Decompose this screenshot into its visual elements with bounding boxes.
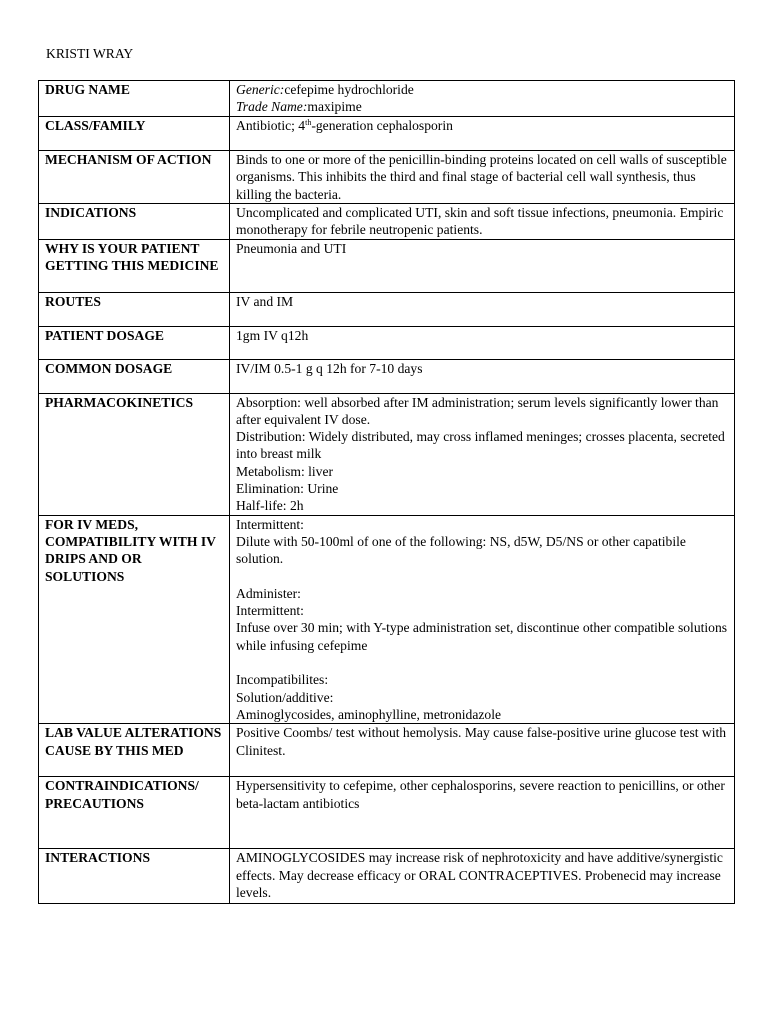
drug-name-label: DRUG NAME [39,81,230,117]
routes-value: IV and IM [230,292,735,326]
table-row [39,724,735,777]
class-text-pre: Antibiotic; 4 [236,118,306,133]
lab-alterations-value: Positive Coombs/ test without hemolysis. May cause false-positive urine glucose test with Clinitest. [230,724,735,777]
table-row [39,239,735,292]
iv-blank-line [236,568,729,585]
drug-name-value [230,81,735,117]
table-row [39,117,735,151]
mechanism-label: MECHANISM OF ACTION [39,151,230,204]
contraindications-label: CONTRAINDICATIONS/ PRECAUTIONS [39,777,230,849]
pk-distribution-line: Distribution: Widely distributed, may cross inflamed meninges; crosses placenta, secreted into breast milk [236,429,729,462]
why-patient-label: WHY IS YOUR PATIENT GETTING THIS MEDICINE [39,239,230,292]
table-row [39,326,735,359]
generic-label: Generic: [236,82,285,97]
lab-alterations-label: LAB VALUE ALTERATIONS CAUSE BY THIS MED [39,724,230,777]
generic-name-line [236,81,729,98]
class-text-post: -generation cephalosporin [311,118,453,133]
pk-half-life-line: Half-life: 2h [236,498,304,514]
pharmacokinetics-value [230,393,735,515]
patient-dosage-label: PATIENT DOSAGE [39,326,230,359]
class-family-label: CLASS/FAMILY [39,117,230,151]
iv-line: Aminoglycosides, aminophylline, metronidazole [236,706,502,722]
why-patient-value: Pneumonia and UTI [230,239,735,292]
iv-line: Administer: [236,585,301,601]
table-row [39,515,735,724]
iv-line: Dilute with 50-100ml of one of the following: NS, d5W, D5/NS or other capatibile solution. [236,533,690,567]
contraindications-value: Hypersensitivity to cefepime, other cephalosporins, severe reaction to penicillins, or other beta-lactam antibiotics [230,777,735,849]
routes-label: ROUTES [39,292,230,326]
patient-dosage-value: 1gm IV q12h [230,326,735,359]
pk-metabolism-line: Metabolism: liver [236,463,334,479]
mechanism-value: Binds to one or more of the penicillin-binding proteins located on cell walls of susceptible organisms. This inhibits the third and final stage of bacterial cell wall synthesis, thus killing the bacteria. [230,151,735,204]
interactions-label: INTERACTIONS [39,849,230,904]
table-row [39,151,735,204]
trade-label: Trade Name: [236,99,308,115]
class-family-value [230,117,735,151]
iv-compatibility-label: FOR IV MEDS, COMPATIBILITY WITH IV DRIPS AND OR SOLUTIONS [39,515,230,724]
table-row [39,359,735,393]
iv-line: Solution/additive: [236,689,334,705]
table-row [39,393,735,515]
pharmacokinetics-label: PHARMACOKINETICS [39,393,230,515]
table-row [39,777,735,849]
iv-blank-line [236,654,729,671]
iv-line: Infuse over 30 min; with Y-type administration set, discontinue other compatible solutions while infusing cefepime [236,620,731,653]
table-row [39,204,735,240]
iv-line: Incompatibilites: [236,672,329,688]
common-dosage-value: IV/IM 0.5-1 g q 12h for 7-10 days [230,359,735,393]
author-name: KRISTI WRAY [46,46,134,61]
trade-value: maxipime [307,99,362,115]
indications-label: INDICATIONS [39,204,230,240]
pk-absorption-line: Absorption: well absorbed after IM administration; serum levels significantly lower than after equivalent IV dose. [236,394,722,427]
class-text-sup: th [305,118,312,127]
iv-line: Intermittent: [236,516,304,532]
iv-compatibility-value [230,515,735,724]
trade-name-line [236,98,729,115]
drug-card-table [38,80,735,904]
common-dosage-label: COMMON DOSAGE [39,359,230,393]
iv-line: Intermittent: [236,603,304,619]
generic-value: cefepime hydrochloride [284,82,414,97]
table-row [39,292,735,326]
pk-elimination-line: Elimination: Urine [236,481,339,497]
table-row [39,849,735,904]
indications-value: Uncomplicated and complicated UTI, skin and soft tissue infections, pneumonia. Empiric monotherapy for febrile neutropenic patients. [230,204,735,240]
table-row [39,81,735,117]
interactions-value: AMINOGLYCOSIDES may increase risk of nephrotoxicity and have additive/synergistic effects. May decrease efficacy or ORAL CONTRACEPTIVES. Probenecid may increase levels. [230,849,735,904]
